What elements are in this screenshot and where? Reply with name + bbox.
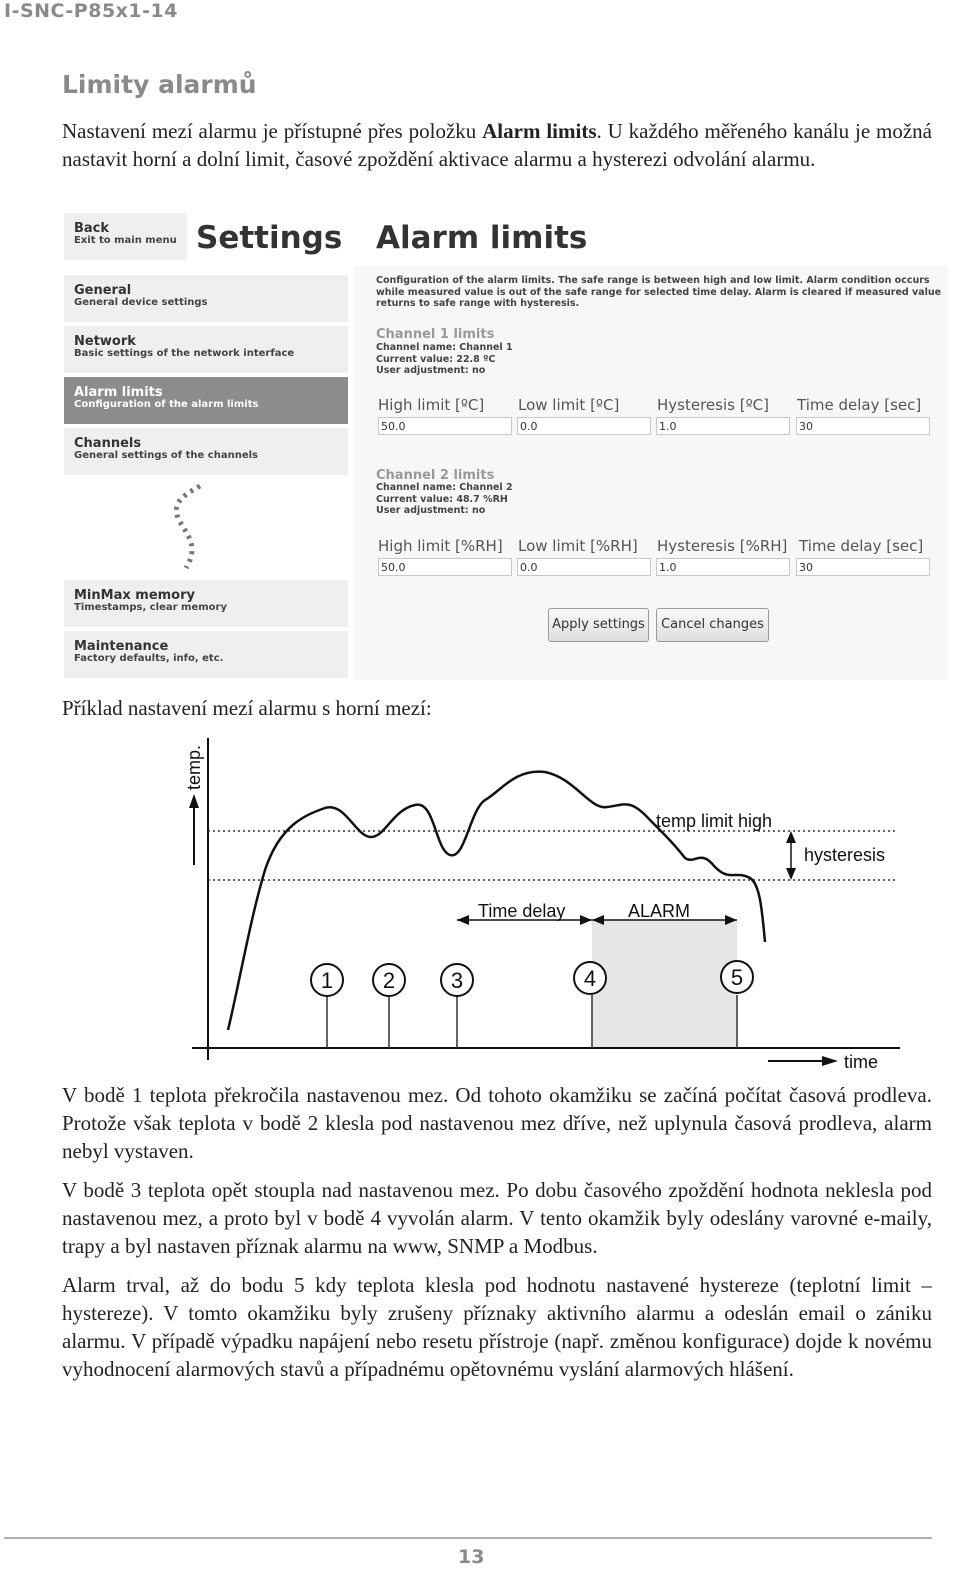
sidebar-item-back[interactable] — [64, 213, 187, 260]
settings-title: Settings — [196, 220, 343, 256]
paragraph-3: Alarm trval, až do bodu 5 kdy teplota klesla pod hodnotu nastavené hystereze (teplotní limit – hystereze). V tomto okamžiku byly zrušeny příznaky aktivního alarmu a odeslán email o zániku alarmu. V případě výpadku napájení nebo resetu přístroje (např. změnou konfigurace) dojde k novému vyhodnocení alarmových stavů a případnému opětovnému vyslání alarmových hlášení. — [62, 1273, 932, 1381]
sidebar-item-title: Channels — [74, 436, 142, 451]
channel-1-high-limit-label: High limit [ºC] — [378, 396, 485, 414]
sidebar-item-title: Network — [74, 334, 136, 349]
channel-2-title: Channel 2 limits — [376, 468, 495, 483]
channel-2-low-limit-input[interactable]: 0.0 — [517, 558, 651, 576]
alarm-limits-screenshot — [62, 212, 948, 680]
sidebar-item-title: Maintenance — [74, 639, 169, 654]
channel-2-time-delay-label: Time delay [sec] — [799, 537, 924, 555]
channel-1-hysteresis-label: Hysteresis [ºC] — [657, 396, 769, 414]
channel-user-adjustment: User adjustment: no — [376, 365, 486, 376]
delay-arrow-right-icon — [580, 915, 592, 925]
sidebar-item-alarm-limits[interactable] — [64, 377, 348, 424]
channel-1-low-limit-label: Low limit [ºC] — [518, 396, 620, 414]
channel-2-high-limit-label: High limit [%RH] — [378, 537, 503, 555]
channel-1-high-limit-input[interactable]: 50.0 — [378, 417, 512, 435]
channel-1-title: Channel 1 limits — [376, 327, 495, 342]
limit-label: temp limit high — [656, 811, 773, 831]
time-delay-label: Time delay — [478, 901, 566, 921]
sidebar-item-subtitle: Basic settings of the network interface — [74, 348, 295, 359]
point-4-label: 4 — [583, 966, 597, 991]
sidebar-item-title: Back — [74, 221, 110, 236]
paragraph-2: V bodě 3 teplota opět stoupla nad nastavenou mez. Po dobu časového zpoždění hodnota neklesla pod nastavenou mez, a proto byl v bodě 4 vyvolán alarm. V tento okamžik byly odeslány varovné e-maily, trapy a byl nastaven příznak alarmu na www, SNMP a Modbus. — [62, 1178, 932, 1258]
document-id: I-SNC-P85x1-14 — [4, 0, 178, 22]
channel-1-info — [376, 342, 513, 377]
sidebar-item-subtitle: Configuration of the alarm limits — [74, 399, 259, 410]
channel-1-hysteresis-input[interactable]: 1.0 — [656, 417, 790, 435]
sidebar-item-subtitle: Exit to main menu — [74, 235, 177, 246]
point-5-label: 5 — [730, 965, 744, 990]
sidebar-item-title: Alarm limits — [74, 385, 163, 400]
channel-2-hysteresis-input[interactable]: 1.0 — [656, 558, 790, 576]
sidebar-item-minmax-memory[interactable] — [64, 580, 348, 627]
channel-current-value: Current value: 48.7 %RH — [376, 493, 508, 505]
channel-name: Channel name: Channel 2 — [376, 482, 513, 493]
x-axis-arrow-icon — [822, 1056, 838, 1066]
channel-2-high-limit-input[interactable]: 50.0 — [378, 558, 512, 576]
channel-name: Channel name: Channel 1 — [376, 342, 513, 353]
sidebar-item-general[interactable] — [64, 275, 348, 322]
alarm-label: ALARM — [628, 901, 691, 921]
sidebar-item-subtitle: General settings of the channels — [74, 450, 258, 461]
point-2-label: 2 — [382, 968, 396, 993]
point-3-label: 3 — [450, 968, 464, 993]
omitted-items-squiggle-icon — [162, 482, 212, 572]
y-axis-arrow-icon — [189, 794, 199, 808]
channel-2-low-limit-label: Low limit [%RH] — [518, 537, 638, 555]
channel-user-adjustment: User adjustment: no — [376, 505, 486, 516]
channel-1-time-delay-label: Time delay [sec] — [797, 396, 922, 414]
sidebar-item-network[interactable] — [64, 326, 348, 373]
sidebar-item-subtitle: Timestamps, clear memory — [74, 602, 227, 613]
hysteresis-label: hysteresis — [804, 845, 886, 865]
sidebar-item-title: MinMax memory — [74, 588, 195, 603]
footer-divider — [4, 1537, 932, 1539]
cancel-changes-button[interactable]: Cancel changes — [656, 608, 769, 642]
sidebar-item-subtitle: General device settings — [74, 297, 208, 308]
hysteresis-arrow-down-icon — [786, 868, 796, 880]
page-number: 13 — [458, 1546, 485, 1568]
channel-2-info — [376, 482, 513, 517]
channel-1-time-delay-input[interactable]: 30 — [796, 417, 930, 435]
sidebar-item-maintenance[interactable] — [64, 631, 348, 678]
channel-current-value: Current value: 22.8 ºC — [376, 353, 496, 365]
intro-paragraph: Nastavení mezí alarmu je přístupné přes položku Alarm limits. U každého měřeného kanálu je možná nastavit horní a dolní limit, časové zpoždění aktivace alarmu a hysterezi odvolání alarmu. — [62, 119, 932, 171]
x-axis-label: time — [844, 1052, 879, 1072]
page-title: Alarm limits — [376, 220, 588, 256]
delay-arrow-left-icon — [457, 915, 469, 925]
page-description: Configuration of the alarm limits. The safe range is between high and low limit. Alarm condition occurs while measured value is out of the safe range for selected time delay. Alarm is cleared if measured value returns to safe range with hysteresis. — [376, 275, 942, 309]
sidebar-item-subtitle: Factory defaults, info, etc. — [74, 653, 224, 664]
channel-2-time-delay-input[interactable]: 30 — [796, 558, 930, 576]
hysteresis-arrow-up-icon — [786, 831, 796, 843]
alarm-limit-diagram — [170, 730, 910, 1075]
y-axis-label: temp. — [184, 744, 204, 790]
paragraph-1: V bodě 1 teplota překročila nastavenou mez. Od tohoto okamžiku se začíná počítat časová prodleva. Protože však teplota v bodě 2 klesla pod nastavenou mez dříve, než uplynula časová prodleva, alarm nebyl vystaven. — [62, 1083, 932, 1163]
apply-settings-button[interactable]: Apply settings — [548, 608, 649, 642]
alarm-region — [592, 920, 737, 1048]
sidebar-item-title: General — [74, 283, 132, 298]
channel-2-hysteresis-label: Hysteresis [%RH] — [657, 537, 788, 555]
example-caption: Příklad nastavení mezí alarmu s horní mezí: — [62, 696, 432, 720]
section-title: Limity alarmů — [62, 70, 257, 99]
point-1-label: 1 — [320, 968, 334, 993]
channel-1-low-limit-input[interactable]: 0.0 — [517, 417, 651, 435]
sidebar-item-channels[interactable] — [64, 428, 348, 475]
